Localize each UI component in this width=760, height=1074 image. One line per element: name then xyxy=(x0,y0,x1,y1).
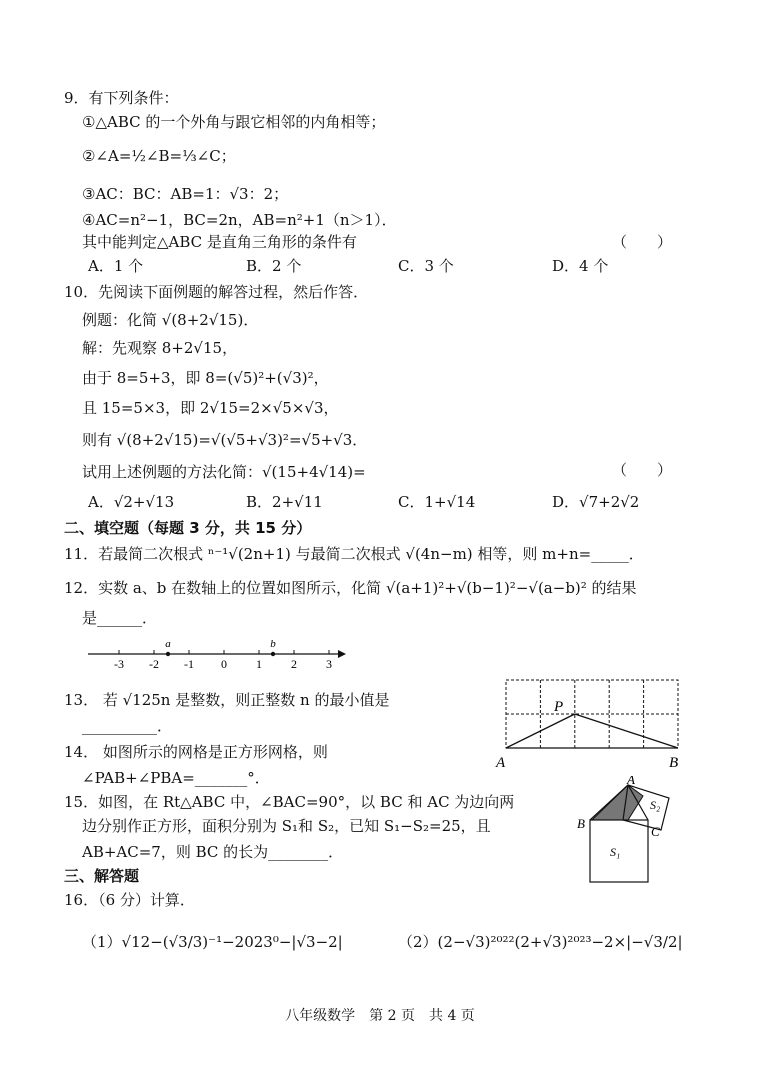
q15-line-2: 边分别作正方形，面积分别为 S₁和 S₂，已知 S₁−S₂=25，且 xyxy=(82,817,491,835)
tick-label: 2 xyxy=(291,657,297,670)
q15-line-3: AB+AC=7，则 BC 的长为________． xyxy=(82,843,344,861)
q10-option-c: C．1+√14 xyxy=(398,493,476,511)
q14-line-2: ∠PAB+∠PBA=_______°． xyxy=(82,769,270,787)
q9-condition-1: ①△ABC 的一个外角与跟它相邻的内角相等； xyxy=(82,113,386,131)
q9-stem: 9．有下列条件： xyxy=(64,89,179,107)
q10-solution-1: 解：先观察 8+2√15， xyxy=(82,339,238,357)
q10-solution-3: 且 15=5×3，即 2√15=2×√5×√3， xyxy=(82,399,339,417)
page-footer: 八年级数学 第 2 页 共 4 页 xyxy=(285,1008,475,1024)
shaded-region xyxy=(592,785,643,820)
label-a: A xyxy=(496,755,506,771)
point-a-label: a xyxy=(165,638,171,650)
tick-label: -1 xyxy=(184,657,194,670)
label-a: A xyxy=(627,776,635,787)
label-b: B xyxy=(577,816,585,831)
point-a xyxy=(166,652,170,656)
tick-label: -2 xyxy=(149,657,159,670)
q9-condition-4: ④AC=n²−1，BC=2n，AB=n²+1（n＞1）． xyxy=(82,211,397,229)
q9-option-b: B．2 个 xyxy=(246,257,302,275)
tick-label: -3 xyxy=(114,657,124,670)
segment-pb xyxy=(575,714,678,748)
q9-option-a: A．1 个 xyxy=(88,257,144,275)
q15-line-1: 15．如图，在 Rt△ABC 中，∠BAC=90°，以 BC 和 AC 为边向两 xyxy=(64,793,515,811)
q9-option-d: D．4 个 xyxy=(552,257,609,275)
section-2-heading: 二、填空题（每题 3 分，共 15 分） xyxy=(64,519,312,537)
q16-stem: 16．（6 分）计算． xyxy=(64,891,195,909)
q16-part-2: （2）(2−√3)²⁰²²(2+√3)²⁰²³−2×|−√3/2| xyxy=(398,933,683,951)
q10-example: 例题：化简 √(8+2√15)． xyxy=(82,311,259,329)
q12-line-2: 是______． xyxy=(82,609,158,627)
label-b: B xyxy=(669,755,679,771)
tick-label: 3 xyxy=(326,657,332,670)
q14-line-1: 14． 如图所示的网格是正方形网格，则 xyxy=(64,743,328,761)
number-line-figure xyxy=(84,636,354,670)
label-p: P xyxy=(554,699,564,715)
tick-label: 1 xyxy=(256,657,262,670)
q10-stem: 10．先阅读下面例题的解答过程，然后作答． xyxy=(64,283,369,301)
point-b-label: b xyxy=(270,638,276,650)
q10-question: 试用上述例题的方法化简：√(15+4√14)= xyxy=(82,463,366,481)
q9-question: 其中能判定△ABC 是直角三角形的条件有 xyxy=(82,233,357,251)
q16-part-1: （1）√12−(√3/3)⁻¹−2023⁰−|√3−2| xyxy=(82,933,343,951)
q10-option-a: A．√2+√13 xyxy=(88,493,175,511)
section-3-heading: 三、解答题 xyxy=(64,867,140,885)
squares-figure xyxy=(570,776,686,888)
number-line-arrow xyxy=(338,650,346,658)
q12-line-1: 12．实数 a、b 在数轴上的位置如图所示，化简 √(a+1)²+√(b−1)²−√(a−b)² 的结果 xyxy=(64,579,637,597)
label-s2: S₂ xyxy=(650,798,661,812)
q10-option-b: B．2+√11 xyxy=(246,493,323,511)
q10-solution-4: 则有 √(8+2√15)=√(√5+√3)²=√5+√3． xyxy=(82,431,368,449)
q9-condition-3: ③AC：BC：AB=1：√3：2； xyxy=(82,185,289,203)
label-c: C xyxy=(651,824,660,839)
q10-solution-2: 由于 8=5+3，即 8=(√5)²+(√3)²， xyxy=(82,369,329,387)
label-s1: S₁ xyxy=(610,845,621,859)
q10-answer-paren: （ ） xyxy=(612,461,673,479)
tick-label: 0 xyxy=(221,657,227,670)
q9-condition-2: ②∠A=½∠B=⅓∠C； xyxy=(82,147,236,165)
q10-option-d: D．√7+2√2 xyxy=(552,493,640,511)
q9-answer-paren: （ ） xyxy=(612,233,673,251)
grid-figure xyxy=(494,672,690,772)
q13-line-1: 13． 若 √125n 是整数，则正整数 n 的最小值是 xyxy=(64,691,390,709)
q9-option-c: C．3 个 xyxy=(398,257,454,275)
q11: 11．若最简二次根式 ⁿ⁻¹√(2n+1) 与最简二次根式 √(4n−m) 相等，则 m+n=_____． xyxy=(64,545,644,563)
q13-line-2: __________． xyxy=(82,717,173,735)
point-b xyxy=(271,652,275,656)
